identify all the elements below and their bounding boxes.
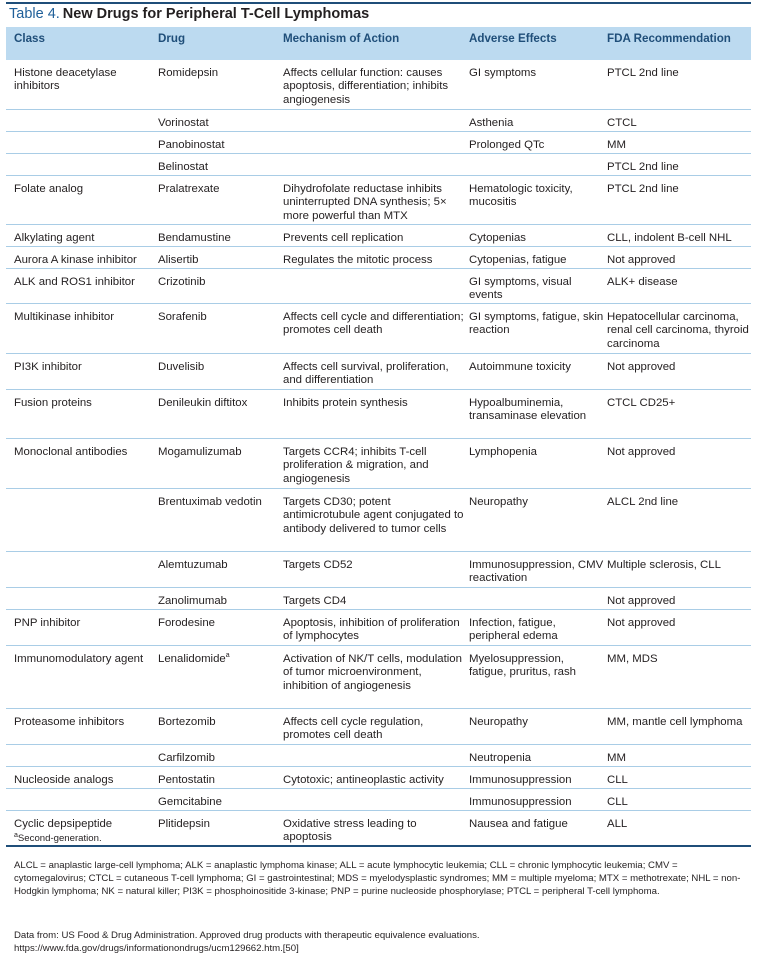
drug-cell [158, 397, 280, 410]
table-row [6, 60, 751, 110]
adverse-effects-cell-text: Myelosuppression, fatigue, pruritus, rash [469, 653, 576, 679]
mechanism-cell [283, 67, 466, 107]
fda-cell-text: ALCL 2nd line [607, 496, 679, 508]
table-row [6, 745, 751, 767]
table-row [6, 489, 751, 552]
class-cell-text: ALK and ROS1 inhibitor [14, 276, 135, 288]
fda-cell-text: Not approved [607, 254, 676, 266]
fda-cell [607, 276, 751, 289]
fda-cell-text: Not approved [607, 595, 676, 607]
fda-cell-text: Hepatocellular carcinoma, renal cell carcinoma, thyroid carcinoma [607, 311, 749, 350]
drug-cell-text: Lenalidomide [158, 653, 226, 665]
drug-cell-text: Sorafenib [158, 311, 207, 323]
class-cell-text: Fusion proteins [14, 397, 92, 409]
adverse-effects-cell-text: Hypoalbuminemia, transaminase elevation [469, 397, 587, 423]
drug-cell-text: Alisertib [158, 254, 199, 266]
drug-footnote-marker: a [225, 652, 230, 660]
abbreviations: ALCL = anaplastic large-cell lymphoma; ALK = anaplastic lymphoma kinase; ALL = acute lymphocytic leukemia; CLL = chronic lymphocytic leukemia; CMV = cytomegalovirus; CTCL = cutaneous T-cell lymphoma; GI = gastrointestinal; MDS = myelodysplastic syndromes; MM = multiple myeloma; MTX = methotrexate; NHL = non-Hodgkin lymphoma; NK = natural killer; PI3K = phosphoinositide 3-kinase; PNP = purine nucleoside phosphorylase; PTCL = peripheral T-cell lymphoma. [14, 860, 741, 897]
adverse-effects-cell [469, 774, 604, 787]
mechanism-cell-text: Dihydrofolate reductase inhibits uninterrupted DNA synthesis; 5× more powerful than MTX [283, 183, 447, 222]
class-cell-text: Folate analog [14, 183, 84, 195]
mechanism-cell [283, 595, 466, 608]
drug-cell [158, 67, 280, 80]
drug-cell [158, 559, 280, 572]
adverse-effects-cell-text: Asthenia [469, 117, 514, 129]
adverse-effects-cell-text: GI symptoms [469, 67, 537, 79]
table-row [6, 176, 751, 225]
drug-cell-text: Romidepsin [158, 67, 219, 79]
fda-cell [607, 653, 751, 666]
drug-cell-text: Carfilzomib [158, 752, 215, 764]
mechanism-cell [283, 617, 466, 644]
fda-cell [607, 161, 751, 174]
mechanism-cell-text: Targets CCR4; inhibits T-cell proliferation & migration, and angiogenesis [283, 446, 429, 485]
adverse-effects-cell-text: Autoimmune toxicity [469, 361, 571, 373]
class-cell [14, 67, 154, 94]
adverse-effects-cell [469, 67, 604, 80]
mechanism-cell-text: Cytotoxic; antineoplastic activity [283, 774, 444, 786]
drug-cell [158, 232, 280, 245]
mechanism-cell-text: Activation of NK/T cells, modulation of tumor microenvironment, inhibition of angiogenesis [283, 653, 462, 692]
drug-cell-text: Forodesine [158, 617, 215, 629]
mechanism-cell [283, 559, 466, 572]
drug-cell-text: Duvelisib [158, 361, 205, 373]
class-cell-text: Cyclic depsipeptide [14, 818, 113, 830]
class-cell [14, 774, 154, 787]
adverse-effects-cell-text: Infection, fatigue, peripheral edema [469, 617, 558, 643]
source-note: Data from: US Food & Drug Administration. Approved drug products with therapeutic equivalence evaluations. https://www.fda.gov/drugs/informationondrugs/ucm129662.htm.[50] [14, 930, 480, 954]
adverse-effects-cell-text: Lymphopenia [469, 446, 537, 458]
class-cell [14, 254, 154, 267]
adverse-effects-cell [469, 311, 604, 338]
mechanism-cell [283, 496, 466, 536]
table-title-text: New Drugs for Peripheral T-Cell Lymphomas [62, 6, 370, 22]
class-cell [14, 617, 154, 630]
fda-cell-text: MM [607, 139, 626, 151]
adverse-effects-cell-text: Immunosuppression [469, 796, 572, 808]
fda-cell [607, 183, 751, 196]
mechanism-cell-text: Affects cell survival, proliferation, and differentiation [283, 361, 449, 387]
mechanism-cell [283, 311, 466, 338]
drug-cell-text: Crizotinib [158, 276, 206, 288]
fda-cell-text: Multiple sclerosis, CLL [607, 559, 721, 571]
drug-cell [158, 796, 280, 809]
fda-cell-text: PTCL 2nd line [607, 183, 679, 195]
table-row [6, 110, 751, 132]
adverse-effects-cell [469, 617, 604, 644]
drug-cell [158, 276, 280, 289]
class-cell [14, 397, 154, 410]
header-adverse-effects: Adverse Effects [469, 32, 557, 45]
adverse-effects-cell [469, 139, 604, 152]
fda-cell [607, 617, 751, 630]
header-drug: Drug [158, 32, 186, 45]
drug-cell [158, 311, 280, 324]
adverse-effects-cell [469, 752, 604, 765]
table-row [6, 304, 751, 354]
footnote-text: Second-generation. [17, 833, 102, 844]
table-row [6, 552, 751, 588]
drug-cell-text: Zanolimumab [158, 595, 228, 607]
drug-cell-text: Plitidepsin [158, 818, 210, 830]
table-row [6, 354, 751, 390]
class-cell [14, 276, 154, 289]
fda-cell-text: Not approved [607, 361, 676, 373]
table-row [6, 154, 751, 176]
fda-cell [607, 496, 751, 509]
header-class: Class [14, 32, 45, 45]
drug-cell-text: Pentostatin [158, 774, 215, 786]
mechanism-cell-text: Inhibits protein synthesis [283, 397, 408, 409]
adverse-effects-cell [469, 254, 604, 267]
fda-cell [607, 361, 751, 374]
mechanism-cell-text: Oxidative stress leading to apoptosis [283, 818, 417, 844]
adverse-effects-cell-text: Cytopenias [469, 232, 526, 244]
top-rule [6, 2, 751, 4]
fda-cell-text: MM, MDS [607, 653, 658, 665]
fda-cell-text: CLL [607, 774, 628, 786]
fda-cell-text: CLL [607, 796, 628, 808]
class-cell-text: Histone deacetylase inhibitors [14, 67, 117, 93]
adverse-effects-cell [469, 183, 604, 210]
fda-cell [607, 232, 751, 245]
fda-cell-text: Not approved [607, 446, 676, 458]
drug-cell [158, 595, 280, 608]
mechanism-cell [283, 183, 466, 223]
drug-cell-text: Brentuximab vedotin [158, 496, 262, 508]
class-cell [14, 183, 154, 196]
table-row [6, 646, 751, 709]
mechanism-cell [283, 254, 466, 267]
table-header-row [6, 27, 751, 60]
footnote [14, 832, 744, 845]
table-row [6, 269, 751, 304]
class-cell-text: Alkylating agent [14, 232, 95, 244]
footnote-marker: a [14, 831, 18, 839]
adverse-effects-cell [469, 818, 604, 831]
adverse-effects-cell-text: Prolonged QTc [469, 139, 545, 151]
class-cell [14, 446, 154, 459]
adverse-effects-cell [469, 716, 604, 729]
class-cell-text: Monoclonal antibodies [14, 446, 128, 458]
fda-cell [607, 397, 751, 410]
drug-cell-text: Bendamustine [158, 232, 231, 244]
mechanism-cell [283, 446, 466, 486]
adverse-effects-cell [469, 446, 604, 459]
adverse-effects-cell-text: Hematologic toxicity, mucositis [469, 183, 573, 209]
adverse-effects-cell-text: Neutropenia [469, 752, 532, 764]
adverse-effects-cell-text: Immunosuppression [469, 774, 572, 786]
table-row [6, 709, 751, 745]
table-row [6, 225, 751, 247]
class-cell-text: Aurora A kinase inhibitor [14, 254, 137, 266]
adverse-effects-cell [469, 653, 604, 680]
table-number: Table 4. [9, 6, 60, 22]
adverse-effects-cell [469, 796, 604, 809]
fda-cell-text: CTCL [607, 117, 637, 129]
fda-cell [607, 752, 751, 765]
adverse-effects-cell-text: GI symptoms, fatigue, skin reaction [469, 311, 604, 337]
fda-cell-text: MM [607, 752, 626, 764]
class-cell [14, 232, 154, 245]
adverse-effects-cell-text: Neuropathy [469, 496, 528, 508]
fda-cell-text: ALK+ disease [607, 276, 678, 288]
class-cell [14, 311, 154, 324]
drug-cell-text: Mogamulizumab [158, 446, 242, 458]
drug-cell-text: Alemtuzumab [158, 559, 228, 571]
class-cell-text: Proteasome inhibitors [14, 716, 125, 728]
header-fda-recommendation: FDA Recommendation [607, 32, 731, 45]
drug-cell-text: Pralatrexate [158, 183, 220, 195]
class-cell-text: PNP inhibitor [14, 617, 81, 629]
adverse-effects-cell-text: Neuropathy [469, 716, 528, 728]
drug-cell [158, 254, 280, 267]
fda-cell-text: ALL [607, 818, 628, 830]
drug-cell-text: Gemcitabine [158, 796, 222, 808]
fda-cell [607, 139, 751, 152]
adverse-effects-cell [469, 117, 604, 130]
table-row [6, 390, 751, 439]
table-row [6, 610, 751, 646]
class-cell-text: Nucleoside analogs [14, 774, 114, 786]
mechanism-cell [283, 397, 466, 410]
mechanism-cell-text: Affects cell cycle regulation, promotes cell death [283, 716, 424, 742]
class-cell-text: Immunomodulatory agent [14, 653, 144, 665]
drug-cell [158, 818, 280, 831]
table-body [6, 60, 751, 845]
mechanism-cell-text: Affects cell cycle and differentiation; promotes cell death [283, 311, 464, 337]
fda-cell [607, 559, 751, 572]
mechanism-cell-text: Prevents cell replication [283, 232, 404, 244]
mechanism-cell-text: Targets CD4 [283, 595, 347, 607]
drug-cell [158, 716, 280, 729]
fda-cell-text: PTCL 2nd line [607, 161, 679, 173]
class-cell-text: Multikinase inhibitor [14, 311, 115, 323]
fda-cell [607, 67, 751, 80]
adverse-effects-cell [469, 276, 604, 303]
mechanism-cell-text: Affects cellular function: causes apoptosis, differentiation; inhibits angiogenesis [283, 67, 449, 106]
drug-cell-text: Belinostat [158, 161, 209, 173]
drug-cell [158, 752, 280, 765]
adverse-effects-cell [469, 559, 604, 586]
table-bottom-rule [6, 845, 751, 847]
table-row [6, 439, 751, 489]
drug-cell [158, 446, 280, 459]
class-cell [14, 818, 154, 831]
fda-cell-text: PTCL 2nd line [607, 67, 679, 79]
fda-cell-text: MM, mantle cell lymphoma [607, 716, 743, 728]
drug-cell-text: Bortezomib [158, 716, 216, 728]
table-row [6, 588, 751, 610]
mechanism-cell [283, 716, 466, 743]
mechanism-cell [283, 653, 466, 693]
adverse-effects-cell [469, 397, 604, 424]
class-cell [14, 361, 154, 374]
fda-cell [607, 446, 751, 459]
fda-cell-text: Not approved [607, 617, 676, 629]
drug-cell [158, 653, 280, 666]
table-row [6, 247, 751, 269]
fda-cell [607, 117, 751, 130]
class-cell [14, 653, 154, 666]
fda-cell [607, 818, 751, 831]
mechanism-cell-text: Regulates the mitotic process [283, 254, 433, 266]
drug-cell [158, 161, 280, 174]
adverse-effects-cell [469, 361, 604, 374]
drug-cell [158, 617, 280, 630]
mechanism-cell [283, 361, 466, 388]
table-row [6, 132, 751, 154]
mechanism-cell [283, 774, 466, 787]
table-row [6, 789, 751, 811]
mechanism-cell-text: Targets CD30; potent antimicrotubule agent conjugated to antibody delivered to tumor cells [283, 496, 464, 535]
fda-cell-text: CTCL CD25+ [607, 397, 676, 409]
fda-cell [607, 311, 751, 351]
mechanism-cell-text: Apoptosis, inhibition of proliferation of lymphocytes [283, 617, 460, 643]
fda-cell [607, 254, 751, 267]
mechanism-cell-text: Targets CD52 [283, 559, 353, 571]
adverse-effects-cell-text: Immunosuppression, CMV reactivation [469, 559, 604, 585]
drug-cell [158, 183, 280, 196]
fda-cell-text: CLL, indolent B-cell NHL [607, 232, 732, 244]
adverse-effects-cell [469, 496, 604, 509]
adverse-effects-cell-text: Cytopenias, fatigue [469, 254, 567, 266]
drug-cell [158, 139, 280, 152]
fda-cell [607, 716, 751, 729]
drug-cell [158, 774, 280, 787]
mechanism-cell [283, 232, 466, 245]
fda-cell [607, 774, 751, 787]
drug-cell-text: Denileukin diftitox [158, 397, 248, 409]
table-title [9, 6, 369, 22]
adverse-effects-cell [469, 232, 604, 245]
drug-cell [158, 496, 280, 509]
class-cell [14, 716, 154, 729]
adverse-effects-cell-text: GI symptoms, visual events [469, 276, 572, 302]
drug-cell [158, 117, 280, 130]
fda-cell [607, 595, 751, 608]
drug-cell-text: Vorinostat [158, 117, 209, 129]
fda-cell [607, 796, 751, 809]
adverse-effects-cell-text: Nausea and fatigue [469, 818, 568, 830]
drug-cell-text: Panobinostat [158, 139, 225, 151]
header-mechanism: Mechanism of Action [283, 32, 400, 45]
class-cell-text: PI3K inhibitor [14, 361, 82, 373]
drug-table [6, 27, 751, 847]
table-row [6, 767, 751, 789]
drug-cell [158, 361, 280, 374]
